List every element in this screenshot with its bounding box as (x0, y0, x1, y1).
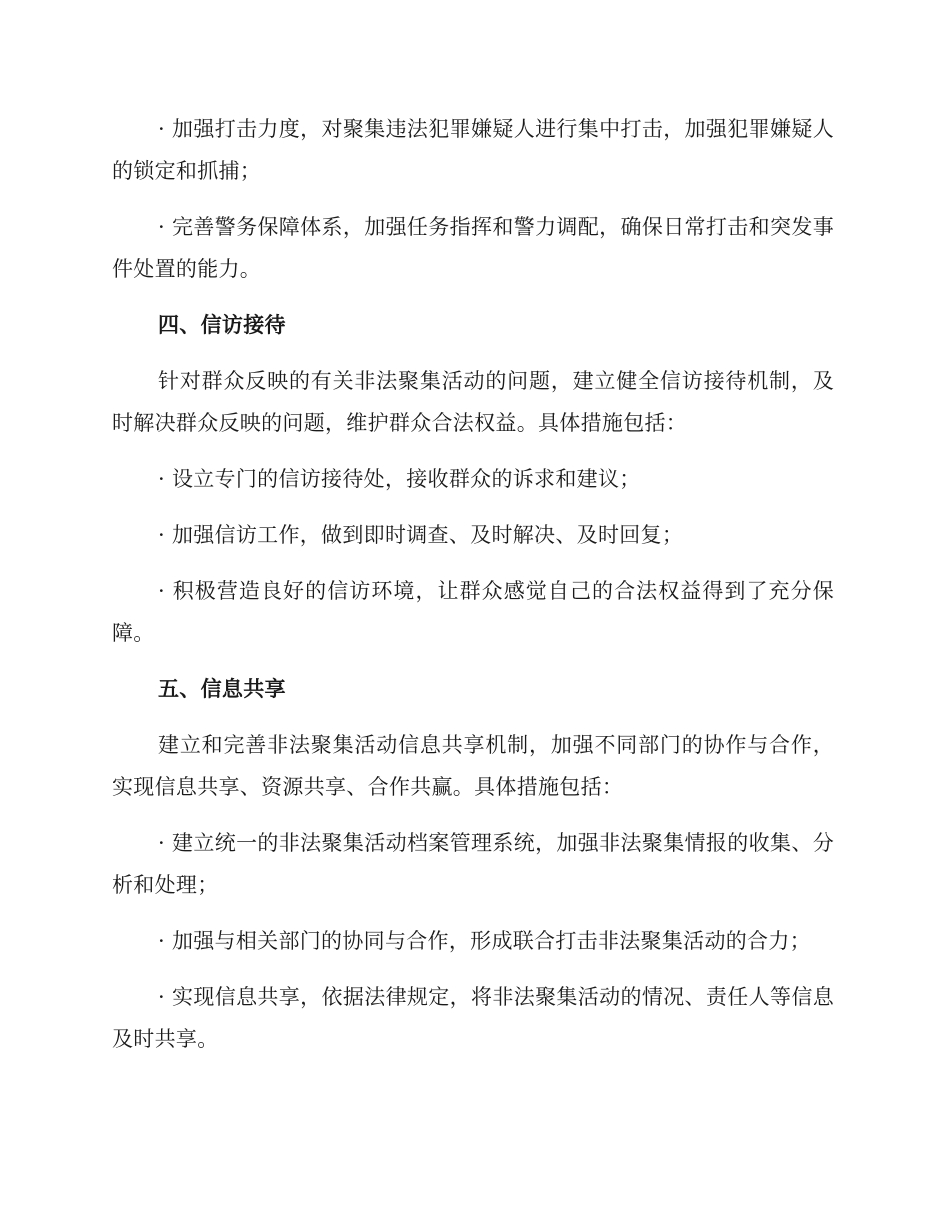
section-heading: 四、信访接待 (158, 312, 286, 337)
bullet-paragraph: · 实现信息共享，依据法律规定，将非法聚集活动的情况、责任人等信息及时共享。 (112, 985, 834, 1051)
bullet-paragraph: · 完善警务保障体系，加强任务指挥和警力调配，确保日常打击和突发事件处置的能力。 (112, 215, 834, 281)
section-heading: 五、信息共享 (158, 676, 286, 701)
bullet-paragraph: · 加强打击力度，对聚集违法犯罪嫌疑人进行集中打击，加强犯罪嫌疑人的锁定和抓捕； (112, 117, 834, 183)
bullet-paragraph: · 加强信访工作，做到即时调查、及时解决、及时回复； (158, 523, 684, 547)
bullet-paragraph: · 建立统一的非法聚集活动档案管理系统，加强非法聚集情报的收集、分析和处理； (112, 831, 834, 897)
document-body (112, 108, 834, 1060)
bullet-paragraph: · 设立专门的信访接待处，接收群众的诉求和建议； (158, 467, 641, 491)
section-intro: 建立和完善非法聚集活动信息共享机制，加强不同部门的协作与合作，实现信息共享、资源共享、合作共赢。具体措施包括： (112, 733, 834, 799)
bullet-paragraph: · 积极营造良好的信访环境，让群众感觉自己的合法权益得到了充分保障。 (112, 579, 834, 645)
section-intro: 针对群众反映的有关非法聚集活动的问题，建立健全信访接待机制，及时解决群众反映的问题，维护群众合法权益。具体措施包括： (112, 369, 834, 435)
bullet-paragraph: · 加强与相关部门的协同与合作，形成联合打击非法聚集活动的合力； (158, 929, 811, 953)
